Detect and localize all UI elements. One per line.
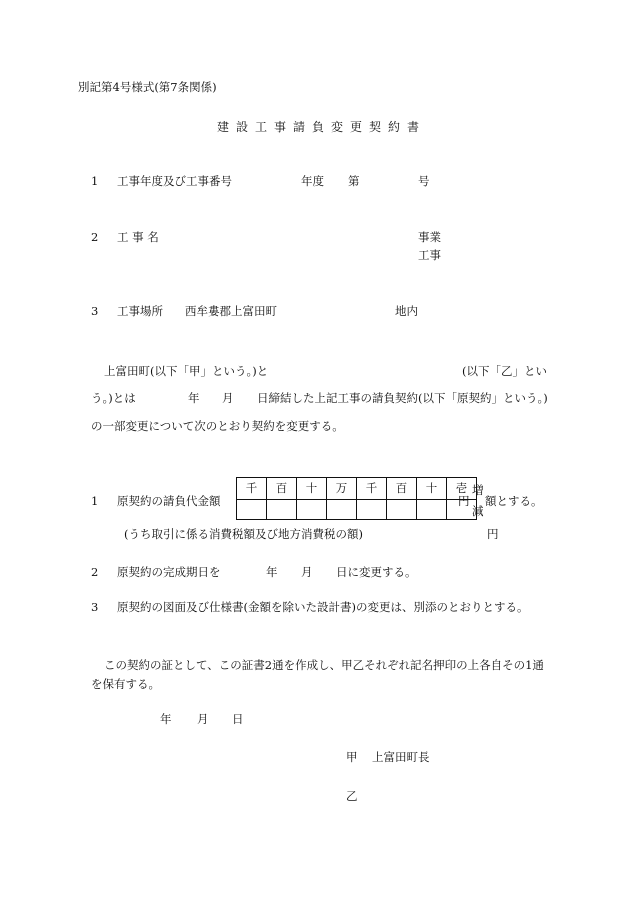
drawings-clause: 原契約の図面及び仕様書(金額を除いた設計書)の変更は、別添のとおりとする。 (117, 600, 529, 614)
work-place-value: 西牟婁郡上富田町 (185, 304, 277, 318)
form-label: 別記第4号様式(第7条関係) (78, 80, 217, 94)
change-1-number: 1 (91, 494, 99, 508)
change-2-number: 2 (91, 565, 99, 579)
digit-header: 千 (357, 478, 387, 500)
preamble-line1-b: (以下「乙」とい (462, 364, 547, 378)
gaku-suffix: 額とする。 (485, 494, 543, 508)
date-month: 月 (197, 712, 209, 726)
date-year: 年 (160, 712, 172, 726)
preamble-line2-a: う。)とは (91, 391, 136, 405)
completion-month: 月 (301, 565, 313, 579)
digit-header: 万 (327, 478, 357, 500)
preamble-line2-b: 日締結した上記工事の請負契約(以下「原契約」という。) (257, 391, 548, 405)
digit-cell[interactable] (327, 500, 357, 520)
digit-cell[interactable] (417, 500, 447, 520)
amount-label: 原契約の請負代金額 (117, 494, 221, 508)
go-label: 号 (418, 174, 430, 188)
completion-suffix: 日に変更する。 (336, 565, 417, 579)
digit-header: 十 (417, 478, 447, 500)
dai-label: 第 (348, 174, 360, 188)
digit-header: 壱 (447, 478, 477, 500)
digit-header: 百 (267, 478, 297, 500)
digit-cell[interactable] (267, 500, 297, 520)
preamble-line1-a: 上富田町(以下「甲」という。)と (104, 364, 269, 378)
chinai-label: 地内 (395, 304, 418, 318)
digit-cell[interactable] (237, 500, 267, 520)
work-name-label: 工 事 名 (117, 230, 159, 244)
digit-cell[interactable] (297, 500, 327, 520)
change-3-number: 3 (91, 600, 99, 614)
closing-line1: この契約の証として、この証書2通を作成し、甲乙それぞれ記名押印の上各自その1通 (104, 658, 544, 672)
party-kou-name: 上富田町長 (372, 750, 430, 764)
zou-label: 増 (472, 483, 484, 497)
kouji-label: 工事 (418, 248, 441, 262)
item-1-number: 1 (91, 174, 99, 188)
date-day: 日 (232, 712, 244, 726)
party-kou: 甲 (346, 750, 358, 764)
gen-label: 減 (472, 504, 484, 518)
nendo-label: 年度 (301, 174, 324, 188)
work-place-label: 工事場所 (117, 304, 163, 318)
jigyou-label: 事業 (418, 230, 441, 244)
yen-label: 円 (458, 494, 470, 508)
amount-digit-grid (236, 477, 477, 520)
closing-line2: を保有する。 (91, 677, 160, 691)
item-2-number: 2 (91, 230, 99, 244)
completion-label: 原契約の完成期日を (117, 565, 221, 579)
digit-cell[interactable] (357, 500, 387, 520)
preamble-line3: の一部変更について次のとおり契約を変更する。 (91, 419, 344, 433)
item-3-number: 3 (91, 304, 99, 318)
digit-header: 千 (237, 478, 267, 500)
document-title: 建設工事請負変更契約書 (217, 120, 427, 134)
digit-header: 十 (297, 478, 327, 500)
work-year-no-label: 工事年度及び工事番号 (117, 174, 232, 188)
tax-yen-label: 円 (487, 527, 499, 541)
preamble-line2-month: 月 (222, 391, 234, 405)
preamble-line2-year: 年 (188, 391, 200, 405)
party-otsu: 乙 (346, 789, 358, 803)
completion-year: 年 (266, 565, 278, 579)
digit-header: 百 (387, 478, 417, 500)
tax-note: (うち取引に係る消費税額及び地方消費税の額) (124, 527, 363, 541)
digit-cell[interactable] (387, 500, 417, 520)
